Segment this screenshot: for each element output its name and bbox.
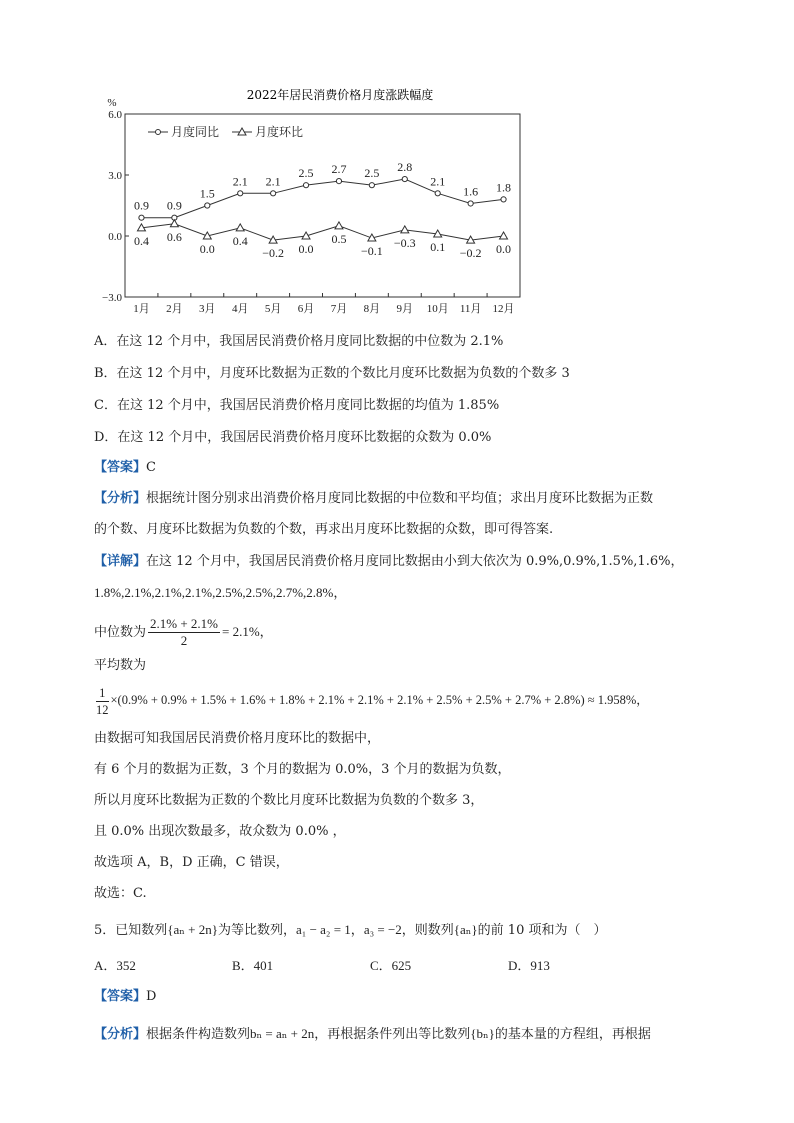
price-change-line-chart [90,84,540,320]
yoy-point [369,183,374,188]
x-tick-label: 7月 [330,303,348,315]
mom-point [335,222,343,229]
q5-seq-expr: {aₙ + 2n} [167,922,218,937]
mom-data-label: −0.1 [360,244,383,259]
median-denominator: 2 [180,633,188,648]
q5-analysis-line [94,1024,651,1045]
y-axis-unit: % [107,97,117,109]
yoy-point [402,176,407,181]
q5-stem [94,920,606,941]
answer-line [94,458,156,478]
q5-answer-value: D [146,989,157,1004]
median-fraction [148,616,220,649]
yoy-point [205,203,210,208]
yoy-data-label: 2.1 [430,174,446,189]
mom-data-label: 0.5 [331,231,347,246]
x-tick-label: 8月 [363,303,381,315]
yoy-data-label: 2.5 [364,166,380,181]
mean-expression: ×(0.9% + 0.9% + 1.5% + 1.6% + 1.8% + 2.1% + 2.1% + 2.1% + 2.5% + 2.5% + 2.7% + 2.8%) ≈ 1.958%， [110,693,649,707]
mom-data-label: −0.2 [262,246,285,261]
explain-line-c: 所以月度环比数据为正数的个数比月度环比数据为负数的个数多 3， [94,793,484,808]
mom-point [170,220,178,227]
chart-title: 2022年居民消费价格月度涨跌幅度 [246,88,434,102]
x-tick-label: 5月 [264,303,282,315]
q5-option-c: C．625 [370,958,412,973]
yoy-point [303,183,308,188]
option-a: A．在这 12 个月中，我国居民消费价格月度同比数据的中位数为 2.1% [94,334,504,349]
answer-value: C [146,460,156,475]
q5-analysis-c: 的基本量的方程组，再根据 [494,1027,651,1042]
explain-line-b: 有 6 个月的数据为正数，3 个月的数据为 0.0%，3 个月的数据为负数， [94,762,511,777]
q5-option-d: D．913 [508,958,550,973]
x-tick-label: 12月 [492,303,515,315]
q5-analysis-seq: {bₙ} [470,1026,495,1041]
q5-analysis-tag: 【分析】 [94,1027,147,1042]
yoy-data-label: 1.8 [496,180,512,195]
q5-seq-an: {aₙ} [453,922,478,937]
q5-analysis-a: 根据条件构造数列 [146,1027,251,1042]
detail-text-1: 在这 12 个月中，我国居民消费价格月度同比数据由小到大依次为 0.9%,0.9%,1.5%,1.6%， [146,554,684,569]
explain-line-e: 故选项 A，B，D 正确，C 错误， [94,855,289,870]
mean-line [94,682,649,718]
yoy-data-label: 2.7 [331,162,347,177]
q5-answer-tag: 【答案】 [94,989,147,1004]
yoy-data-label: 2.8 [397,160,413,175]
yoy-point [139,215,144,220]
mom-data-label: 0.4 [133,233,149,248]
q5-cond-2: a₃ = −2 [363,922,402,937]
q5-options [94,956,646,976]
x-axis-ticks [133,293,514,315]
yoy-data-label: 0.9 [133,198,149,213]
x-tick-label: 3月 [199,303,216,315]
detail-tag: 【详解】 [94,554,147,569]
x-tick-label: 1月 [133,303,150,315]
analysis-line-2: 的个数、月度环比数据为负数的个数，再求出月度环比数据的众数，即可得答案. [94,522,554,537]
plot-area [125,114,520,297]
q5-analysis-b: ，再根据条件列出等比数列 [314,1027,471,1042]
legend-label-yoy: 月度同比 [171,125,220,139]
q5-analysis-formula: bₙ = aₙ + 2n [250,1026,315,1041]
q5-comma: ， [350,923,364,938]
explain-line-f: 故选：C. [94,886,147,901]
q5-stem-b: 为等比数列， [218,923,297,938]
legend [148,124,303,139]
detail-line-2: 1.8%,2.1%,2.1%,2.1%,2.5%,2.5%,2.7%,2.8%， [94,585,347,600]
chart-series [134,160,511,260]
mean-numerator: 1 [96,685,109,702]
legend-label-mom: 月度环比 [255,125,304,139]
yoy-data-label: 2.1 [232,174,248,189]
option-b: B．在这 12 个月中，月度环比数据为正数的个数比月度环比数据为负数的个数多 3 [94,366,570,381]
q5-stem-d: 的前 10 项和为（ ） [477,923,607,938]
explain-line-a: 由数据可知我国居民消费价格月度环比的数据中， [94,731,381,746]
yoy-data-label: 2.1 [265,174,281,189]
series-line-yoy [141,179,503,218]
x-tick-label: 10月 [426,303,449,315]
x-tick-label: 9月 [396,303,414,315]
q5-option-a: A．352 [94,958,136,973]
median-prefix: 中位数为 [94,625,147,640]
mom-data-label: −0.2 [459,246,482,261]
q5-answer-line [94,987,156,1007]
yoy-data-label: 1.6 [463,184,479,199]
yoy-point [271,191,276,196]
legend-circle-marker [156,130,161,135]
yoy-point [238,191,243,196]
mom-point [236,224,244,231]
mom-data-label: 0.0 [199,242,215,256]
yoy-data-label: 1.5 [199,186,215,201]
y-tick-label: 0.0 [108,231,122,243]
mean-denominator: 12 [96,702,109,717]
mom-data-label: −0.3 [393,235,416,250]
option-d: D．在这 12 个月中，我国居民消费价格月度环比数据的众数为 0.0% [94,430,492,445]
option-c: C．在这 12 个月中，我国居民消费价格月度同比数据的均值为 1.85% [94,398,500,413]
median-line [94,614,273,651]
yoy-data-label: 2.5 [298,166,314,181]
mean-label: 平均数为 [94,658,147,673]
analysis-tag: 【分析】 [94,491,147,506]
mom-point [401,226,409,233]
q5-option-b: B．401 [232,958,274,973]
mean-fraction [96,685,109,718]
series-line-mom [141,224,503,240]
x-tick-label: 4月 [231,303,249,315]
y-tick-label: 3.0 [108,170,122,182]
mom-data-label: 0.6 [166,229,182,244]
q5-stem-a: 5．已知数列 [94,923,168,938]
mom-data-label: 0.1 [430,239,446,254]
answer-tag: 【答案】 [94,460,147,475]
yoy-point [501,197,506,202]
q5-cond-1: a₁ − a₂ = 1 [296,922,351,937]
y-tick-label: 6.0 [108,109,122,121]
yoy-point [435,191,440,196]
explain-line-d: 且 0.0% 出现次数最多，故众数为 0.0% ， [94,824,346,839]
yoy-point [336,179,341,184]
mom-point [500,232,508,239]
detail-line-1 [94,552,683,572]
x-tick-label: 6月 [297,303,315,315]
mom-data-label: 0.0 [496,242,512,256]
mom-data-label: 0.4 [232,233,248,248]
analysis-line-1 [94,489,653,509]
y-tick-label: −3.0 [102,292,122,304]
mom-data-label: 0.0 [298,242,314,256]
yoy-point [468,201,473,206]
median-numerator: 2.1% + 2.1% [150,616,219,631]
x-tick-label: 2月 [166,303,183,315]
yoy-data-label: 0.9 [166,198,182,213]
q5-stem-c: ，则数列 [401,923,454,938]
x-tick-label: 11月 [459,303,482,315]
median-result: = 2.1%， [222,624,273,639]
analysis-text-1: 根据统计图分别求出消费价格月度同比数据的中位数和平均值；求出月度环比数据为正数 [146,491,654,506]
